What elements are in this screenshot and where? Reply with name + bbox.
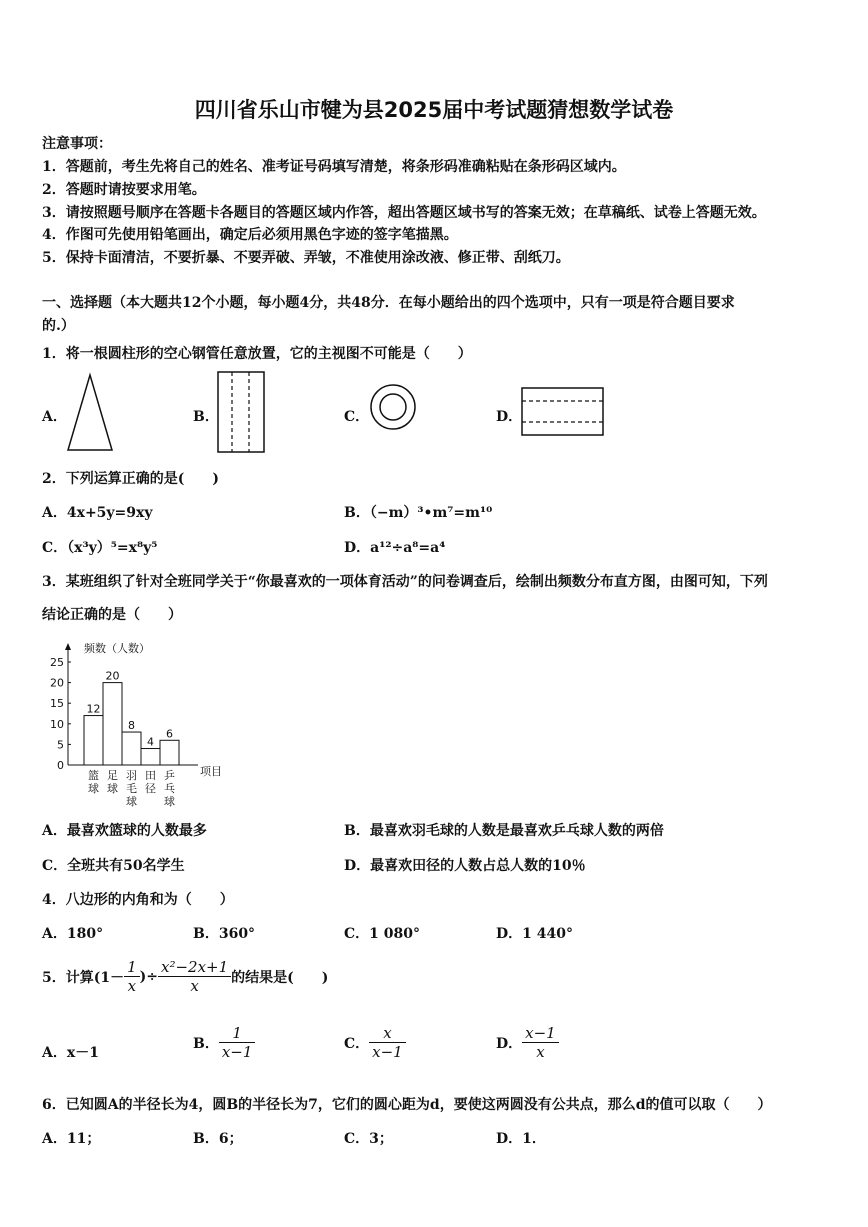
chart-y-tick-label: 15 (50, 697, 64, 711)
q2-option-b: B．（−m）³•m⁷=m¹⁰ (344, 505, 493, 521)
chart-bar (160, 740, 179, 765)
q1-stem: 1．将一根圆柱形的空心钢管任意放置，它的主视图不可能是（ ） (42, 346, 472, 362)
notes-heading: 注意事项： (42, 136, 112, 152)
q6-option-c: C．3； (344, 1131, 393, 1147)
q5-option-d (496, 1024, 559, 1061)
note-item: 1．答题前，考生先将自己的姓名、准考证号码填写清楚，将条形码准确粘贴在条形码区域内。 (42, 159, 626, 175)
q6-option-b: B．6； (193, 1131, 243, 1147)
section-heading-line2: 的.） (42, 318, 75, 334)
chart-data-label: 20 (105, 669, 120, 683)
section-heading-line1: 一、选择题（本大题共12个小题，每小题4分，共48分．在每小题给出的四个选项中，只有一项是符合题目要求 (42, 295, 735, 311)
chart-category-label: 羽 (126, 769, 137, 782)
q5-option-d-label: D． (496, 1035, 523, 1052)
q5-fraction-1-numerator: 1 (124, 958, 140, 977)
q5-option-c-numerator: x (369, 1024, 406, 1043)
q1-option-b-label: B． (193, 409, 219, 425)
chart-data-label: 12 (86, 702, 101, 716)
q5-option-b-fraction (219, 1024, 256, 1061)
q5-stem-prefix: 5．计算(1－ (42, 969, 125, 986)
chart-x-axis-label: 项目 (200, 765, 222, 778)
note-item: 3．请按照题号顺序在答题卡各题目的答题区域内作答，超出答题区域书写的答案无效；在草稿纸、试卷上答题无效。 (42, 205, 766, 221)
q5-option-c-fraction (369, 1024, 406, 1061)
q5-option-c-label: C． (344, 1035, 370, 1052)
q5-option-a: A．x－1 (42, 1045, 99, 1061)
q5-fraction-1 (124, 958, 140, 995)
chart-bar (141, 749, 160, 765)
chart-category-label: 球 (107, 782, 118, 795)
q2-option-a: A．4x+5y=9xy (42, 505, 153, 521)
chart-bar (103, 683, 122, 765)
page-title: 四川省乐山市犍为县2025届中考试题猜想数学试卷 (194, 98, 674, 122)
chart-category-label: 乓 (164, 782, 175, 795)
chart-category-label: 球 (88, 782, 99, 795)
q6-option-a: A．11； (42, 1131, 101, 1147)
q5-option-b-numerator: 1 (219, 1024, 256, 1043)
chart-y-tick-label: 10 (50, 717, 64, 731)
q1-option-c-label: C． (344, 409, 370, 425)
q3-stem-line2: 结论正确的是（ ） (42, 607, 182, 623)
chart-y-tick-label: 25 (50, 656, 64, 669)
q3-histogram-chart (40, 632, 240, 812)
chart-category-label: 足 (107, 769, 118, 782)
q1-option-b-rectangle (216, 370, 268, 456)
q5-fraction-2 (158, 958, 231, 995)
chart-category-label: 田 (145, 769, 156, 782)
chart-y-tick-label: 0 (57, 759, 64, 772)
q4-option-a: A．180° (42, 926, 104, 942)
note-item: 2．答题时请按要求用笔。 (42, 182, 206, 198)
q1-option-c-ring (368, 382, 418, 432)
q5-option-b-denominator: x−1 (221, 1043, 253, 1061)
q5-stem-suffix: 的结果是( ) (231, 969, 329, 986)
chart-category-label: 球 (126, 795, 137, 808)
q1-option-d-label: D． (496, 409, 523, 425)
chart-bar (122, 732, 141, 765)
q1-option-d-rectangle (520, 386, 606, 438)
q5-divide: )÷ (139, 968, 159, 985)
chart-category-label: 毛 (126, 782, 137, 795)
q5-fraction-1-denominator: x (127, 977, 137, 995)
chart-data-label: 8 (128, 719, 135, 733)
q5-option-d-denominator: x (536, 1043, 545, 1061)
q5-option-d-numerator: x−1 (522, 1024, 559, 1043)
q3-option-a: A．最喜欢篮球的人数最多 (42, 823, 207, 839)
q3-option-d: D．最喜欢田径的人数占总人数的10％ (344, 858, 586, 874)
q5-option-b-label: B． (193, 1035, 219, 1052)
q3-option-c: C．全班共有50名学生 (42, 858, 185, 874)
q5-fraction-2-denominator: x (190, 977, 199, 995)
q2-option-c: C．（x³y）⁵=x⁸y⁵ (42, 540, 158, 556)
q5-option-c (344, 1024, 406, 1061)
note-item: 4．作图可先使用铅笔画出，确定后必须用黑色字迹的签字笔描黑。 (42, 227, 458, 243)
chart-y-axis-arrow (65, 643, 71, 650)
chart-y-tick-label: 20 (50, 676, 64, 690)
chart-category-label: 球 (164, 795, 175, 808)
q4-option-b: B．360° (193, 926, 256, 942)
chart-category-label: 径 (145, 782, 156, 795)
q5-stem (42, 958, 328, 995)
chart-bar (84, 716, 103, 765)
chart-data-label: 6 (166, 727, 173, 741)
q4-option-c: C．1 080° (344, 926, 420, 942)
q1-option-a-label: A． (42, 409, 67, 425)
q2-option-d: D．a¹²÷a⁸=a⁴ (344, 540, 446, 556)
chart-category-label: 篮 (88, 769, 99, 782)
chart-y-axis-label: 频数（人数） (84, 642, 150, 655)
q6-stem: 6．已知圆A的半径长为4，圆B的半径长为7，它们的圆心距为d，要使这两圆没有公共点，那么d的值可以取（ ） (42, 1097, 772, 1113)
q6-option-d: D．1． (496, 1131, 546, 1147)
q4-stem: 4．八边形的内角和为（ ） (42, 892, 234, 908)
q2-stem: 2．下列运算正确的是( ) (42, 471, 219, 487)
q5-fraction-2-numerator: x²−2x+1 (158, 958, 231, 977)
q5-option-c-denominator: x−1 (372, 1043, 403, 1061)
q4-option-d: D．1 440° (496, 926, 573, 942)
q3-stem-line1: 3．某班组织了针对全班同学关于“你最喜欢的一项体育活动”的问卷调查后，绘制出频数分布直方图，由图可知，下列 (42, 574, 768, 590)
note-item: 5．保持卡面清洁，不要折暴、不要弄破、弄皱，不准使用涂改液、修正带、刮纸刀。 (42, 250, 570, 266)
chart-y-tick-label: 5 (57, 738, 64, 752)
q5-option-b (193, 1024, 255, 1061)
q5-option-d-fraction (522, 1024, 559, 1061)
chart-data-label: 4 (147, 735, 154, 749)
q1-option-a-triangle (64, 372, 116, 454)
q3-option-b: B．最喜欢羽毛球的人数是最喜欢乒乓球人数的两倍 (344, 823, 664, 839)
chart-category-label: 乒 (164, 769, 175, 782)
